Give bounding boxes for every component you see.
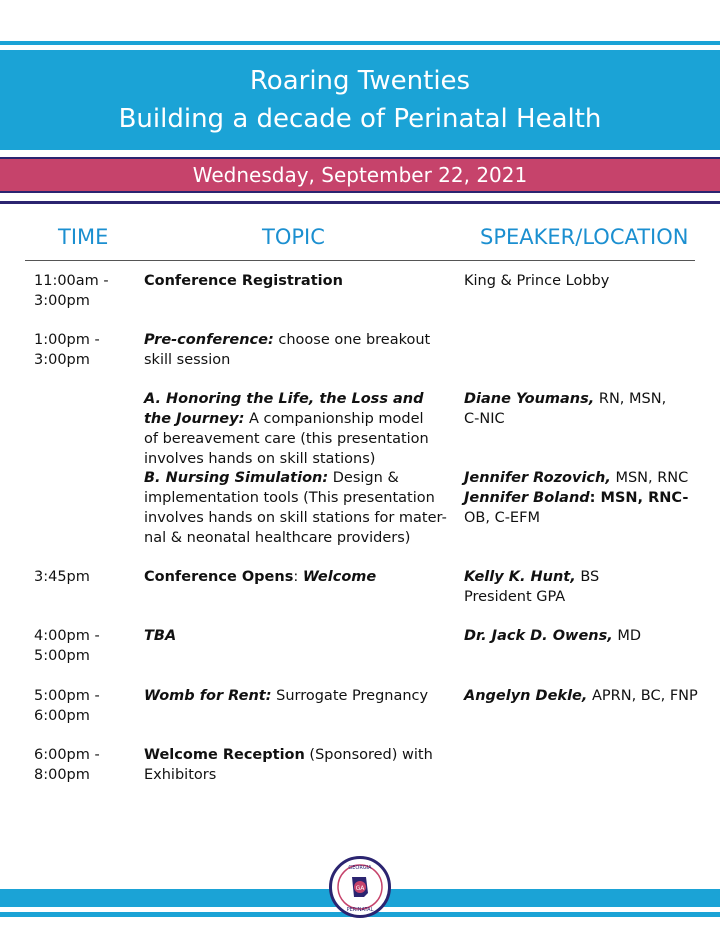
topic-title: Pre-conference: [144,332,274,348]
row-preconference-topic [144,330,449,370]
logo-top-text: GEORGIA [348,865,372,871]
time-end: 3:00pm [34,352,90,368]
row-registration-topic [144,271,449,291]
session-a-speaker [464,389,704,429]
speaker-name: Diane Youmans, [464,391,595,407]
title-line-1: Roaring Twenties [249,66,471,96]
topic-separator: : [293,569,303,585]
speaker-name: Kelly K. Hunt, [464,569,576,585]
topic-title: TBA [144,628,177,644]
session-b-desc-line2: implementation tools (This presentation [144,490,435,506]
column-header-topic: TOPIC [262,225,325,249]
row-opening-speaker [464,567,704,607]
topic-text: choose one breakout [273,332,431,348]
row-womb-topic [144,686,449,706]
speaker-credentials: MSN, RNC [610,470,689,486]
navy-divider [0,201,720,204]
session-b-desc: Design & [328,470,399,486]
logo-center-text: GA [355,885,365,892]
row-tba-topic [144,626,449,646]
row-reception-topic [144,745,449,785]
session-b-desc-line3: involves hands on skill stations for mater- [144,510,447,526]
row-womb-time [34,686,134,726]
speaker-credentials: RN, MSN, [594,391,667,407]
speaker-credentials: APRN, BC, FNP [587,688,698,704]
topic-title: Welcome Reception [144,747,305,763]
speaker-name: Dr. Jack D. Owens, [464,628,613,644]
title-banner [0,50,720,150]
row-tba-time [34,626,134,666]
topic-title: Conference Registration [144,273,343,289]
row-tba-speaker [464,626,704,646]
session-a-desc-line3: of bereavement care (this presentation [144,431,429,447]
speaker-credentials-line2: C-NIC [464,411,505,427]
speaker-name: Jennifer Rozovich, [464,470,611,486]
session-a-title-cont: the Journey: [144,411,245,427]
top-divider [0,41,720,45]
date-banner [0,157,720,193]
speaker-credentials: MD [612,628,642,644]
session-a-desc: A companionship model [244,411,424,427]
session-b-desc-line4: nal & neonatal healthcare providers) [144,530,411,546]
topic-title: Womb for Rent: [144,688,272,704]
time-start: 6:00pm - [34,747,100,763]
topic-text-line2: skill session [144,352,231,368]
row-reception-time [34,745,134,785]
row-registration-speaker: King & Prince Lobby [464,273,610,289]
time-end: 5:00pm [34,648,90,664]
time-start: 11:00am - [34,273,109,289]
event-date: Wednesday, September 22, 2021 [192,163,528,187]
row-opening-time [34,567,134,587]
column-header-speaker: SPEAKER/LOCATION [480,225,689,249]
session-a-topic [144,389,449,469]
topic-text-line2: Exhibitors [144,767,217,783]
time-start: 3:45pm [34,569,90,585]
column-header-time: TIME [58,225,109,249]
session-b-topic [144,468,449,548]
time-start: 1:00pm - [34,332,100,348]
speaker-credentials: BS [575,569,600,585]
speaker-credentials-2: : MSN, RNC- [589,490,689,506]
session-a-desc-line4: involves hands on skill stations) [144,451,376,467]
topic-text: Surrogate Pregnancy [271,688,429,704]
row-preconference-time [34,330,134,370]
topic-subtitle: Welcome [302,569,377,585]
topic-text: (Sponsored) with [304,747,433,763]
speaker-name: Angelyn Dekle, [464,688,588,704]
session-b-title: B. Nursing Simulation: [144,470,329,486]
row-opening-topic [144,567,449,587]
speaker-name-2: Jennifer Boland [464,490,590,506]
speaker-title: President GPA [464,589,566,605]
speaker-credentials-line3: OB, C-EFM [464,510,540,526]
topic-title: Conference Opens [144,569,294,585]
time-end: 8:00pm [34,767,90,783]
session-a-title: A. Honoring the Life, the Loss and [144,391,424,407]
georgia-perinatal-logo [329,856,391,918]
time-end: 6:00pm [34,708,90,724]
title-line-2: Building a decade of Perinatal Health [118,104,602,134]
logo-seal-icon [332,859,388,915]
row-registration-time [34,271,134,311]
logo-bottom-text: PERINATAL [346,907,374,913]
row-womb-speaker [464,686,704,706]
header-rule [25,260,695,261]
time-end: 3:00pm [34,293,90,309]
session-b-speakers [464,468,704,528]
time-start: 5:00pm - [34,688,100,704]
time-start: 4:00pm - [34,628,100,644]
